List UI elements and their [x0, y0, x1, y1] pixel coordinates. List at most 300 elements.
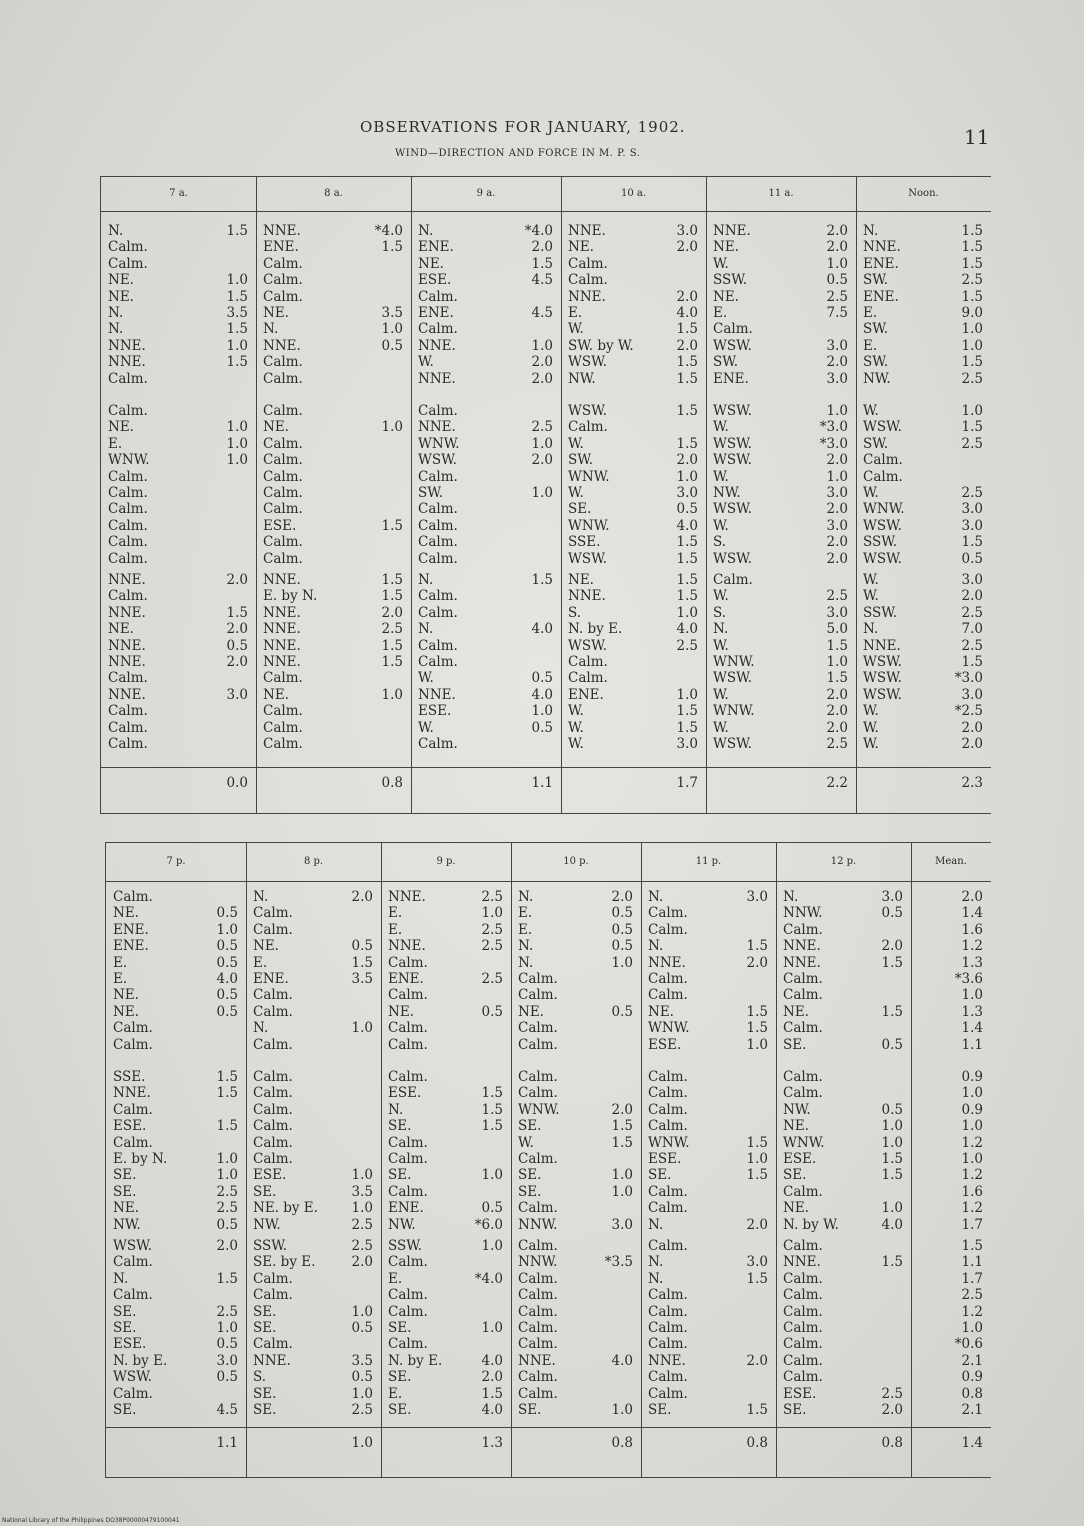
- table-row: [256, 223, 411, 239]
- wind-direction: N.: [263, 321, 279, 338]
- wind-direction: N.: [113, 1270, 129, 1287]
- wind-force: 1.5: [746, 1003, 768, 1020]
- table-row: [411, 534, 561, 550]
- wind-direction: ENE.: [863, 288, 899, 305]
- table-row: [411, 736, 561, 752]
- table-row: [776, 889, 911, 905]
- wind-direction: NE.: [388, 1003, 414, 1020]
- wind-direction: E.: [713, 305, 728, 321]
- table-row: [911, 1151, 991, 1167]
- wind-direction: W.: [568, 703, 584, 720]
- table-row: [101, 338, 256, 354]
- wind-direction: Calm.: [253, 1069, 293, 1085]
- wind-force: 1.0: [351, 1200, 373, 1217]
- wind-direction: WNW.: [713, 654, 755, 670]
- wind-force: 3.0: [746, 1254, 768, 1271]
- wind-direction: Calm.: [418, 550, 458, 567]
- wind-force: 4.0: [216, 971, 238, 987]
- wind-direction: ENE.: [388, 1200, 424, 1217]
- wind-force: 2.0: [226, 621, 248, 638]
- table-row: [776, 1085, 911, 1101]
- table-row: [256, 371, 411, 387]
- wind-direction: W.: [863, 572, 879, 588]
- table-row: [256, 452, 411, 468]
- wind-direction: ESE.: [648, 1036, 682, 1053]
- wind-direction: WSW.: [863, 654, 902, 670]
- table-row: [776, 987, 911, 1003]
- table-row: [256, 638, 411, 654]
- column-mean: [641, 1427, 776, 1477]
- table-row: [706, 501, 856, 517]
- table-row: [106, 1369, 246, 1385]
- table-row: [411, 289, 561, 305]
- wind-force: 2.0: [351, 1254, 373, 1271]
- wind-direction: SE.: [253, 1303, 277, 1320]
- table-row: [381, 1369, 511, 1385]
- wind-direction: Calm.: [783, 1369, 823, 1386]
- table-row: [911, 1336, 991, 1352]
- table-row: [411, 501, 561, 517]
- wind-direction: NE.: [713, 288, 739, 305]
- wind-force: 1.5: [226, 604, 248, 621]
- wind-force: 4.0: [676, 517, 698, 534]
- wind-direction: Calm.: [568, 670, 608, 687]
- wind-direction: ENE.: [418, 239, 454, 256]
- table-row: [381, 987, 511, 1003]
- wind-force: 4.0: [481, 1402, 503, 1418]
- column-mean: [911, 843, 991, 1477]
- wind-force: 2.0: [746, 1216, 768, 1233]
- wind-force: 1.0: [826, 255, 848, 272]
- wind-direction: Calm.: [783, 1020, 823, 1037]
- table-subtitle: WIND—DIRECTION AND FORCE IN M. P. S.: [395, 148, 641, 159]
- wind-force: *3.0: [819, 435, 848, 452]
- column-mean: [561, 767, 706, 813]
- table-row: [411, 687, 561, 703]
- wind-force: 1.5: [676, 588, 698, 605]
- wind-force: 2.0: [676, 239, 698, 256]
- wind-direction: NNE.: [418, 419, 456, 436]
- wind-direction: NNE.: [108, 654, 146, 670]
- table-row: [106, 1353, 246, 1369]
- table-row: [101, 501, 256, 517]
- table-row: [411, 485, 561, 501]
- table-row: [511, 905, 641, 921]
- table-row: [856, 436, 991, 452]
- table-row: [256, 289, 411, 305]
- wind-direction: WNW.: [568, 468, 610, 485]
- wind-direction: ENE.: [713, 370, 749, 387]
- wind-force: 0.5: [531, 719, 553, 736]
- wind-direction: WSW.: [713, 452, 752, 469]
- wind-force: *3.5: [604, 1254, 633, 1271]
- wind-force: 3.0: [826, 485, 848, 501]
- table-row: [256, 736, 411, 752]
- table-row: [911, 905, 991, 921]
- table-row: [511, 1254, 641, 1270]
- wind-force: 1.5: [381, 517, 403, 534]
- table-row: [411, 621, 561, 637]
- wind-direction: Calm.: [568, 255, 608, 272]
- table-row: [641, 1102, 776, 1118]
- table-row: [106, 1167, 246, 1183]
- wind-force: 1.0: [226, 435, 248, 452]
- table-row: [911, 1369, 991, 1385]
- wind-direction: Calm.: [253, 1151, 293, 1167]
- wind-force: 1.3: [961, 1003, 983, 1020]
- wind-force: 1.2: [961, 1167, 983, 1184]
- wind-force: 2.0: [381, 604, 403, 621]
- wind-direction: Calm.: [108, 588, 148, 605]
- wind-force: 1.5: [961, 288, 983, 305]
- wind-direction: SW.: [863, 435, 889, 452]
- table-row: [911, 1184, 991, 1200]
- table-row: [381, 1304, 511, 1320]
- table-row: [106, 1037, 246, 1053]
- wind-force: 0.5: [216, 954, 238, 971]
- table-row: [411, 305, 561, 321]
- table-row: [856, 452, 991, 468]
- wind-direction: SSE.: [113, 1069, 146, 1085]
- table-row: [256, 305, 411, 321]
- table-row: [911, 1271, 991, 1287]
- table-row: [106, 1402, 246, 1418]
- wind-direction: SE.: [113, 1402, 137, 1418]
- wind-force: 1.5: [961, 239, 983, 256]
- table-row: [776, 1304, 911, 1320]
- table-row: [856, 321, 991, 337]
- wind-force: 3.0: [676, 223, 698, 239]
- wind-direction: Calm.: [518, 1020, 558, 1037]
- wind-direction: SW.: [418, 485, 444, 501]
- wind-direction: W.: [568, 736, 584, 752]
- table-row: [776, 1200, 911, 1216]
- table-row: [706, 605, 856, 621]
- wind-direction: ESE.: [783, 1385, 817, 1402]
- column-7-p: [106, 843, 247, 1477]
- table-row: [706, 469, 856, 485]
- table-row: [106, 1020, 246, 1036]
- table-row: [511, 971, 641, 987]
- wind-force: 0.5: [351, 938, 373, 955]
- wind-direction: NW.: [713, 485, 741, 501]
- wind-force: 1.0: [481, 1238, 503, 1254]
- wind-force: 0.5: [216, 1336, 238, 1353]
- table-row: [256, 338, 411, 354]
- table-row: [911, 1102, 991, 1118]
- wind-direction: N.: [108, 305, 124, 321]
- wind-force: 1.0: [611, 1402, 633, 1418]
- table-row: [101, 518, 256, 534]
- wind-direction: Calm.: [263, 485, 303, 501]
- table-row: [641, 1386, 776, 1402]
- mean-value: 2.3: [961, 775, 983, 791]
- wind-direction: Calm.: [518, 1336, 558, 1353]
- table-row: [911, 1004, 991, 1020]
- table-row: [246, 1118, 381, 1134]
- table-row: [641, 1369, 776, 1385]
- wind-force: 3.5: [351, 971, 373, 987]
- wind-direction: NNE.: [418, 337, 456, 354]
- wind-direction: WSW.: [568, 403, 607, 419]
- table-row: [106, 1118, 246, 1134]
- wind-force: 3.0: [611, 1216, 633, 1233]
- table-row: [411, 436, 561, 452]
- table-row: [101, 256, 256, 272]
- table-row: [101, 736, 256, 752]
- wind-force: 2.1: [961, 1352, 983, 1369]
- table-row: [101, 223, 256, 239]
- table-row: [856, 256, 991, 272]
- column-header: 10 p.: [511, 843, 641, 882]
- wind-direction: N.: [418, 572, 434, 588]
- wind-direction: Calm.: [648, 987, 688, 1004]
- table-row: [641, 1151, 776, 1167]
- wind-direction: NE.: [113, 1200, 139, 1217]
- wind-direction: Calm.: [253, 905, 293, 922]
- wind-force: 3.0: [881, 889, 903, 905]
- table-row: [106, 905, 246, 921]
- table-row: [511, 1037, 641, 1053]
- wind-force: 2.0: [531, 354, 553, 371]
- table-row: [381, 1353, 511, 1369]
- table-row: [246, 1037, 381, 1053]
- table-row: [381, 922, 511, 938]
- wind-direction: SE.: [253, 1385, 277, 1402]
- wind-force: *4.0: [474, 1270, 503, 1287]
- table-row: [561, 223, 706, 239]
- wind-direction: NNE.: [648, 1352, 686, 1369]
- table-row: [776, 1020, 911, 1036]
- table-row: [776, 1167, 911, 1183]
- wind-force: *2.5: [954, 703, 983, 720]
- table-row: [641, 905, 776, 921]
- wind-direction: ESE.: [388, 1085, 422, 1102]
- wind-direction: Calm.: [518, 1385, 558, 1402]
- table-row: [511, 1287, 641, 1303]
- table-row: [246, 1369, 381, 1385]
- wind-direction: ESE.: [263, 517, 297, 534]
- table-row: [706, 256, 856, 272]
- wind-direction: W.: [863, 485, 879, 501]
- wind-force: 2.0: [611, 1101, 633, 1118]
- wind-direction: Calm.: [568, 419, 608, 436]
- table-row: [246, 1320, 381, 1336]
- column-header: Noon.: [856, 177, 991, 212]
- wind-force: 1.0: [676, 686, 698, 703]
- table-row: [246, 1254, 381, 1270]
- wind-force: 2.5: [481, 938, 503, 955]
- table-row: [411, 518, 561, 534]
- wind-direction: Calm.: [418, 403, 458, 419]
- wind-direction: SW.: [568, 452, 594, 469]
- table-row: [411, 338, 561, 354]
- wind-force: *6.0: [474, 1216, 503, 1233]
- table-row: [561, 305, 706, 321]
- column-header: 9 a.: [411, 177, 561, 212]
- wind-direction: ENE.: [388, 971, 424, 987]
- table-row: [106, 1200, 246, 1216]
- wind-direction: W.: [568, 321, 584, 338]
- table-row: [706, 289, 856, 305]
- wind-force: 0.8: [961, 1385, 983, 1402]
- table-row: [511, 1402, 641, 1418]
- column-mean: [511, 1427, 641, 1477]
- wind-force: 1.5: [826, 637, 848, 654]
- wind-force: 3.5: [351, 1352, 373, 1369]
- table-row: [641, 1200, 776, 1216]
- wind-direction: Calm.: [108, 534, 148, 551]
- wind-direction: E.: [113, 971, 128, 987]
- wind-direction: Calm.: [253, 1134, 293, 1151]
- wind-force: 2.0: [531, 239, 553, 256]
- wind-force: 1.0: [826, 654, 848, 670]
- table-row: [101, 452, 256, 468]
- table-row: [706, 239, 856, 255]
- wind-direction: Calm.: [108, 370, 148, 387]
- wind-force: 1.5: [961, 534, 983, 551]
- wind-force: 1.5: [881, 1254, 903, 1271]
- column-12-p: [776, 843, 912, 1477]
- wind-force: 0.5: [216, 1369, 238, 1386]
- wind-direction: Calm.: [108, 403, 148, 419]
- table-row: [101, 289, 256, 305]
- wind-force: *4.0: [524, 223, 553, 239]
- table-row: [911, 1069, 991, 1085]
- wind-direction: NNE.: [108, 354, 146, 371]
- wind-direction: SSW.: [253, 1238, 288, 1254]
- table-row: [706, 551, 856, 567]
- table-row: [511, 1320, 641, 1336]
- wind-force: 1.5: [226, 354, 248, 371]
- table-row: [381, 955, 511, 971]
- wind-direction: WSW.: [713, 435, 752, 452]
- wind-direction: Calm.: [263, 719, 303, 736]
- table-row: [641, 1217, 776, 1233]
- wind-direction: SE. by E.: [253, 1254, 316, 1271]
- wind-force: 2.0: [531, 452, 553, 469]
- table-row: [776, 1287, 911, 1303]
- table-row: [101, 588, 256, 604]
- wind-force: 2.5: [961, 637, 983, 654]
- table-row: [381, 1254, 511, 1270]
- wind-force: 0.5: [481, 1200, 503, 1217]
- wind-direction: SE.: [518, 1402, 542, 1418]
- wind-force: 0.5: [611, 938, 633, 955]
- wind-force: 1.0: [226, 452, 248, 469]
- table-row: [561, 605, 706, 621]
- wind-direction: E.: [388, 1270, 403, 1287]
- table-row: [246, 971, 381, 987]
- wind-force: 0.5: [216, 938, 238, 955]
- wind-direction: NW.: [568, 370, 596, 387]
- wind-direction: Calm.: [108, 239, 148, 256]
- wind-force: 2.0: [881, 938, 903, 955]
- wind-direction: Calm.: [518, 1069, 558, 1085]
- column-mean: [381, 1427, 511, 1477]
- table-row: [706, 572, 856, 588]
- table-row: [776, 905, 911, 921]
- column-header: 7 a.: [101, 177, 256, 212]
- wind-direction: NE.: [108, 419, 134, 436]
- column-11-p: [641, 843, 777, 1477]
- wind-direction: SE.: [648, 1167, 672, 1184]
- wind-direction: NW.: [113, 1216, 141, 1233]
- wind-direction: NE.: [648, 1003, 674, 1020]
- wind-force: 1.5: [226, 288, 248, 305]
- wind-direction: Calm.: [418, 736, 458, 752]
- table-row: [411, 720, 561, 736]
- table-row: [561, 354, 706, 370]
- wind-force: 1.0: [381, 321, 403, 338]
- wind-direction: Calm.: [418, 321, 458, 338]
- table-row: [511, 1200, 641, 1216]
- wind-direction: Calm.: [388, 1254, 428, 1271]
- wind-force: 1.0: [961, 321, 983, 338]
- wind-direction: Calm.: [263, 403, 303, 419]
- wind-direction: Calm.: [388, 1020, 428, 1037]
- wind-force: 2.0: [826, 703, 848, 720]
- wind-direction: E.: [863, 337, 878, 354]
- wind-direction: Calm.: [783, 1270, 823, 1287]
- table-row: [856, 551, 991, 567]
- wind-direction: E.: [518, 905, 533, 922]
- table-row: [776, 1217, 911, 1233]
- wind-direction: Calm.: [388, 987, 428, 1004]
- wind-force: 1.5: [676, 719, 698, 736]
- wind-direction: NE.: [568, 239, 594, 256]
- table-row: [256, 436, 411, 452]
- table-row: [911, 922, 991, 938]
- table-row: [411, 551, 561, 567]
- table-row: [856, 703, 991, 719]
- table-row: [776, 938, 911, 954]
- wind-force: 1.5: [381, 654, 403, 670]
- table-row: [641, 1304, 776, 1320]
- column-9-a: [411, 177, 562, 813]
- wind-force: 1.2: [961, 1200, 983, 1217]
- table-row: [411, 371, 561, 387]
- wind-force: 1.6: [961, 1183, 983, 1200]
- wind-force: 1.5: [226, 223, 248, 239]
- wind-direction: Calm.: [388, 1134, 428, 1151]
- table-row: [911, 1118, 991, 1134]
- wind-direction: N. by E.: [113, 1352, 168, 1369]
- wind-direction: SE.: [518, 1167, 542, 1184]
- wind-direction: Calm.: [113, 889, 153, 905]
- wind-force: 2.0: [676, 452, 698, 469]
- wind-direction: Calm.: [648, 1336, 688, 1353]
- wind-direction: N.: [108, 223, 124, 239]
- table-row: [246, 938, 381, 954]
- table-row: [101, 354, 256, 370]
- wind-direction: WSW.: [713, 403, 752, 419]
- wind-direction: NNE.: [263, 337, 301, 354]
- table-row: [246, 1271, 381, 1287]
- table-row: [856, 403, 991, 419]
- table-row: [856, 239, 991, 255]
- table-row: [246, 905, 381, 921]
- wind-direction: NNE.: [263, 621, 301, 638]
- wind-direction: ESE.: [253, 1167, 287, 1184]
- table-row: [706, 534, 856, 550]
- table-row: [381, 1336, 511, 1352]
- table-row: [561, 551, 706, 567]
- table-row: [706, 654, 856, 670]
- wind-direction: Calm.: [388, 1336, 428, 1353]
- table-row: [911, 1287, 991, 1303]
- table-row: [256, 256, 411, 272]
